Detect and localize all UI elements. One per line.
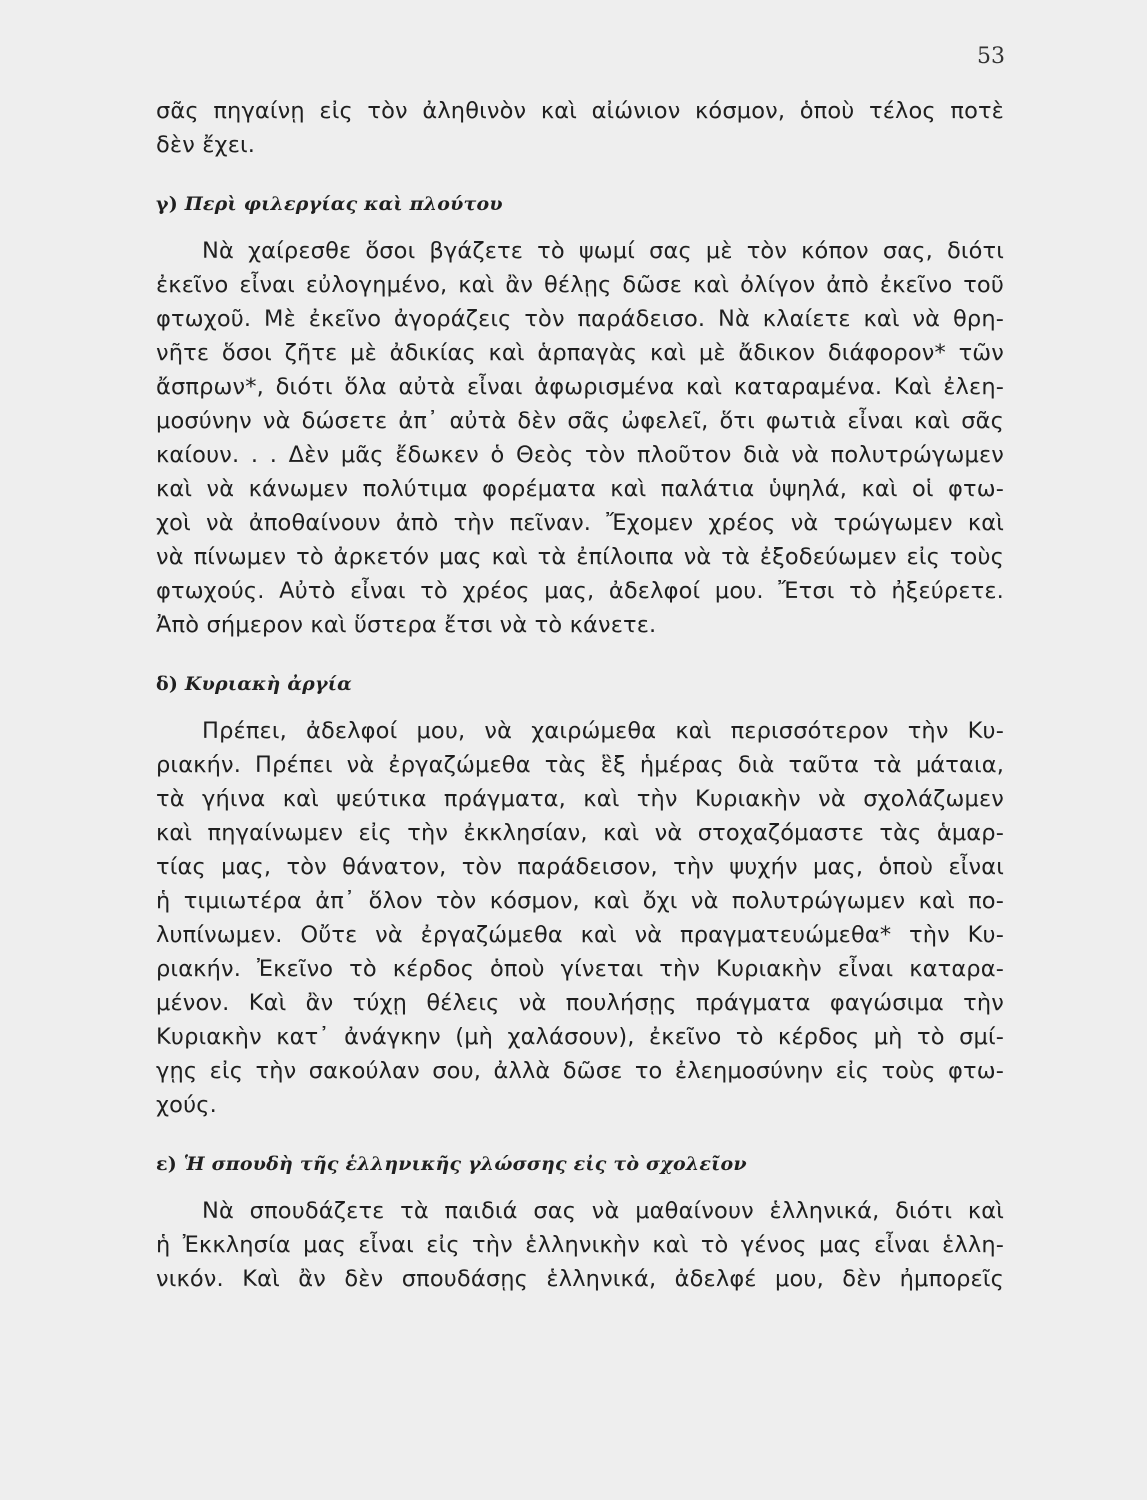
text-line: ριακήν. Πρέπει νὰ ἐργαζώμεθα τὰς ἓξ ἡμέρας διὰ ταῦτα τὰ μάταια,: [156, 752, 1004, 778]
section-title: Κυριακὴ ἀργία: [184, 673, 352, 695]
text-line: ἡ τιμιωτέρα ἀπ᾽ ὅλον τὸν κόσμον, καὶ ὄχι νὰ πολυτρώγωμεν καὶ πο-: [156, 888, 1004, 914]
text-line: ἡ Ἐκκλησία μας εἶναι εἰς τὴν ἑλληνικὴν καὶ τὸ γένος μας εἶναι ἑλλη-: [156, 1232, 1004, 1258]
document-body: [156, 94, 1004, 1296]
text-line: μένον. Καὶ ἂν τύχῃ θέλεις νὰ πουλήσῃς πράγματα φαγώσιμα τὴν: [156, 990, 1004, 1016]
text-line: τὰ γήινα καὶ ψεύτικα πράγματα, καὶ τὴν Κυριακὴν νὰ σχολάζωμεν: [156, 786, 1004, 812]
text-line: τίας μας, τὸν θάνατον, τὸν παράδεισον, τὴν ψυχήν μας, ὁποὺ εἶναι: [156, 854, 1004, 880]
text-line: ριακήν. Ἐκεῖνο τὸ κέρδος ὁποὺ γίνεται τὴν Κυριακὴν εἶναι καταρα-: [156, 956, 1004, 982]
section-title: Ἡ σπουδὴ τῆς ἑλληνικῆς γλώσσης εἰς τὸ σχολεῖον: [183, 1153, 747, 1175]
section-paragraph-delta: [156, 714, 1004, 1122]
section-paragraph-epsilon: [156, 1194, 1004, 1296]
text-line: Νὰ σπουδάζετε τὰ παιδιά σας νὰ μαθαίνουν ἑλληνικά, διότι καὶ: [202, 1198, 1004, 1224]
text-line: σᾶς πηγαίνῃ εἰς τὸν ἀληθινὸν καὶ αἰώνιον κόσμον, ὁποὺ τέλος ποτὲ: [156, 98, 1004, 124]
text-line: χοὶ νὰ ἀποθαίνουν ἀπὸ τὴν πεῖναν. Ἔχομεν χρέος νὰ τρώγωμεν καὶ: [156, 510, 1004, 536]
section-heading-epsilon: [156, 1150, 1004, 1178]
text-line: Κυριακὴν κατ᾽ ἀνάγκην (μὴ χαλάσουν), ἐκεῖνο τὸ κέρδος μὴ τὸ σμί-: [156, 1024, 1004, 1050]
intro-paragraph: [156, 94, 1004, 162]
section-heading-gamma: [156, 190, 1004, 218]
text-line: καὶ νὰ κάνωμεν πολύτιμα φορέματα καὶ παλάτια ὑψηλά, καὶ οἱ φτω-: [156, 476, 1004, 502]
section-title: Περὶ φιλεργίας καὶ πλούτου: [184, 193, 503, 215]
section-label: γ): [156, 193, 178, 215]
text-line: καὶ πηγαίνωμεν εἰς τὴν ἐκκλησίαν, καὶ νὰ στοχαζόμαστε τὰς ἁμαρ-: [156, 820, 1004, 846]
section-paragraph-gamma: [156, 234, 1004, 642]
text-line: ἐκεῖνο εἶναι εὐλογημένο, καὶ ἂν θέλῃς δῶσε καὶ ὀλίγον ἀπὸ ἐκεῖνο τοῦ: [156, 272, 1004, 298]
text-line: φτωχοῦ. Μὲ ἐκεῖνο ἀγοράζεις τὸν παράδεισο. Νὰ κλαίετε καὶ νὰ θρη-: [156, 306, 1004, 332]
text-line: Νὰ χαίρεσθε ὅσοι βγάζετε τὸ ψωμί σας μὲ τὸν κόπον σας, διότι: [202, 238, 1004, 264]
text-line: νῆτε ὅσοι ζῆτε μὲ ἀδικίας καὶ ἁρπαγὰς καὶ μὲ ἄδικον διάφορον* τῶν: [156, 340, 1004, 366]
text-line: νικόν. Καὶ ἂν δὲν σπουδάσῃς ἑλληνικά, ἀδελφέ μου, δὲν ἠμπορεῖς: [156, 1266, 1004, 1292]
page-number: 53: [977, 44, 1005, 69]
text-line: μοσύνην νὰ δώσετε ἀπ᾽ αὐτὰ δὲν σᾶς ὠφελεῖ, ὅτι φωτιὰ εἶναι καὶ σᾶς: [156, 408, 1004, 434]
text-line: λυπίνωμεν. Οὔτε νὰ ἐργαζώμεθα καὶ νὰ πραγματευώμεθα* τὴν Κυ-: [156, 922, 1004, 948]
section-label: δ): [156, 673, 179, 695]
text-line: ἄσπρων*, διότι ὅλα αὐτὰ εἶναι ἀφωρισμένα καὶ καταραμένα. Καὶ ἐλεη-: [156, 374, 1004, 400]
text-line: δὲν ἔχει.: [156, 132, 256, 158]
text-line: γῃς εἰς τὴν σακούλαν σου, ἀλλὰ δῶσε το ἐλεημοσύνην εἰς τοὺς φτω-: [156, 1058, 1004, 1084]
text-line: χούς.: [156, 1092, 217, 1118]
section-label: ε): [156, 1153, 177, 1175]
text-line: φτωχούς. Αὐτὸ εἶναι τὸ χρέος μας, ἀδελφοί μου. Ἔτσι τὸ ἠξεύρετε.: [156, 578, 1004, 604]
text-line: καίουν. . . Δὲν μᾶς ἔδωκεν ὁ Θεὸς τὸν πλοῦτον διὰ νὰ πολυτρώγωμεν: [156, 442, 1004, 468]
section-heading-delta: [156, 670, 1004, 698]
text-line: νὰ πίνωμεν τὸ ἀρκετόν μας καὶ τὰ ἐπίλοιπα νὰ τὰ ἐξοδεύωμεν εἰς τοὺς: [156, 544, 1004, 570]
text-line: Πρέπει, ἀδελφοί μου, νὰ χαιρώμεθα καὶ περισσότερον τὴν Κυ-: [202, 718, 1004, 744]
text-line: Ἀπὸ σήμερον καὶ ὕστερα ἔτσι νὰ τὸ κάνετε.: [156, 612, 657, 638]
